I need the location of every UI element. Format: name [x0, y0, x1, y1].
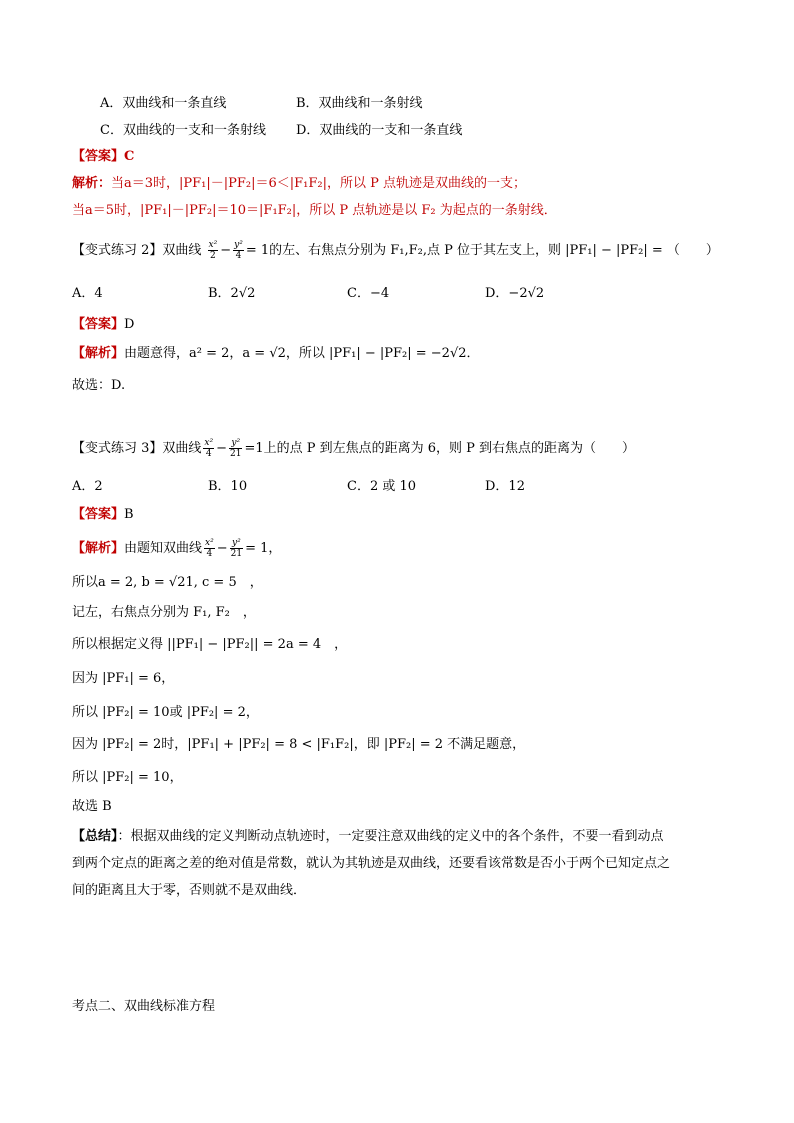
q3-fraction-y: $\frac{\text{y²}}{21}$ [230, 438, 242, 459]
q3-step-3: 所以根据定义得 ||PF₁| − |PF₂|| = 2a = 4 ， [72, 637, 348, 652]
summary-text-1: ：根据双曲线的定义判断动点轨迹时，一定要注意双曲线的定义中的各个条件，不要一看到动点 [117, 829, 664, 844]
q3-option-c: C．2 或 10 [347, 479, 417, 494]
q2-title-rest: = 1的左、右焦点分别为 F₁,F₂,点 P 位于其左支上，则 |PF₁| − |PF₂| = （ ） [245, 243, 719, 258]
section-title: 考点二、双曲线标准方程 [72, 999, 216, 1014]
q3-title-rest: =1上的点 P 到左焦点的距离为 6，则 P 到右焦点的距离为（ ） [244, 441, 636, 456]
q2-fraction-y: $\frac{\text{y²}}{4}$ [234, 240, 243, 261]
answer-value: B [124, 507, 134, 522]
q3-analysis-fraction-x: $\frac{\text{x²}}{4}$ [205, 538, 214, 559]
q2-option-a: A．4 [72, 286, 103, 301]
q1-option-d: D．双曲线的一支和一条直线 [296, 123, 463, 138]
q1-option-a: A．双曲线和一条直线 [100, 96, 227, 111]
analysis-text: 由题意得，a² = 2，a = √2，所以 |PF₁| − |PF₂| = −2√2． [124, 346, 480, 361]
answer-tag: 【答案】 [72, 317, 125, 332]
summary-line-2: 到两个定点的距离之差的绝对值是常数，就认为其轨迹是双曲线，还要看该常数是否小于两个已知定点之 [72, 856, 671, 871]
analysis-text: 当a＝3时，|PF₁|－|PF₂|＝6＜|F₁F₂|，所以 P 点轨迹是双曲线的一支； [111, 176, 527, 191]
answer-value: D [124, 317, 135, 332]
q2-analysis [72, 345, 480, 363]
q3-step-2: 记左，右焦点分别为 F₁, F₂ ， [72, 605, 256, 620]
analysis-tag: 【解析】 [72, 346, 125, 361]
q3-analysis: 【解析】由题知双曲线 $\frac{\text{x²}}{4}$ − $\frac{\text{y²}}{21}$ = 1， [72, 538, 282, 559]
q1-analysis-line-1 [72, 175, 526, 193]
q2-fraction-x: $\frac{\text{x²}}{2}$ [208, 240, 218, 261]
q2-choose: 故选：D. [72, 378, 126, 393]
q3-title-prefix: 【变式练习 3】双曲线 [72, 441, 202, 456]
summary-line-3: 间的距离且大于零，否则就不是双曲线． [72, 883, 307, 898]
summary-line-1 [72, 828, 664, 846]
analysis-eq-tail: = 1， [245, 541, 282, 556]
q3-option-d: D．12 [485, 479, 525, 494]
answer-tag: 【答案】 [72, 507, 125, 522]
q2-option-b: B．2√2 [208, 286, 256, 301]
q3-step-4: 因为 |PF₁| = 6， [72, 671, 175, 686]
analysis-tag: 【解析】 [72, 541, 125, 556]
q3-answer [72, 506, 134, 524]
q3-step-6: 因为 |PF₂| = 2时，|PF₁| + |PF₂| = 8 < |F₁F₂|，即 |PF₂| = 2 不满足题意， [72, 737, 526, 752]
q1-answer [72, 148, 134, 166]
analysis-label: 解析： [72, 176, 112, 191]
q3-fraction-x: $\frac{\text{x²}}{4}$ [204, 438, 214, 459]
answer-value: C [124, 149, 135, 164]
q3-choose: 故选 B [72, 799, 112, 814]
answer-tag: 【答案】 [72, 149, 125, 164]
q2-option-d: D．−2√2 [485, 286, 545, 301]
summary-tag: 【总结】 [72, 829, 118, 844]
q2-question: 【变式练习 2】双曲线 $\frac{\text{x²}}{2}$ − $\frac{\text{y²}}{4}$ = 1的左、右焦点分别为 F₁,F₂,点 P 位于其左支上，则 |PF₁| − |PF₂| = （ ） [72, 240, 719, 261]
q2-title-prefix: 【变式练习 2】双曲线 [72, 243, 202, 258]
q1-analysis-line-2: 当a＝5时，|PF₁|－|PF₂|＝10＝|F₁F₂|，所以 P 点轨迹是以 F₂ 为起点的一条射线． [72, 203, 557, 218]
q3-option-b: B．10 [208, 479, 248, 494]
q3-step-5: 所以 |PF₂| = 10或 |PF₂| = 2， [72, 705, 259, 720]
q3-analysis-fraction-y: $\frac{\text{y²}}{21}$ [230, 538, 243, 559]
q1-option-b: B．双曲线和一条射线 [296, 96, 423, 111]
q3-question: 【变式练习 3】双曲线 $\frac{\text{x²}}{4}$ − $\frac{\text{y²}}{21}$ =1上的点 P 到左焦点的距离为 6，则 P 到右焦点的距离为（ ） [72, 438, 636, 459]
q3-step-1: 所以a = 2, b = √21, c = 5 ， [72, 575, 263, 590]
q1-option-c: C．双曲线的一支和一条射线 [100, 123, 266, 138]
q3-step-7: 所以 |PF₂| = 10， [72, 770, 183, 785]
q2-answer [72, 316, 134, 334]
q3-option-a: A．2 [72, 479, 103, 494]
q2-option-c: C．−4 [347, 286, 390, 301]
analysis-lead: 由题知双曲线 [124, 541, 203, 556]
